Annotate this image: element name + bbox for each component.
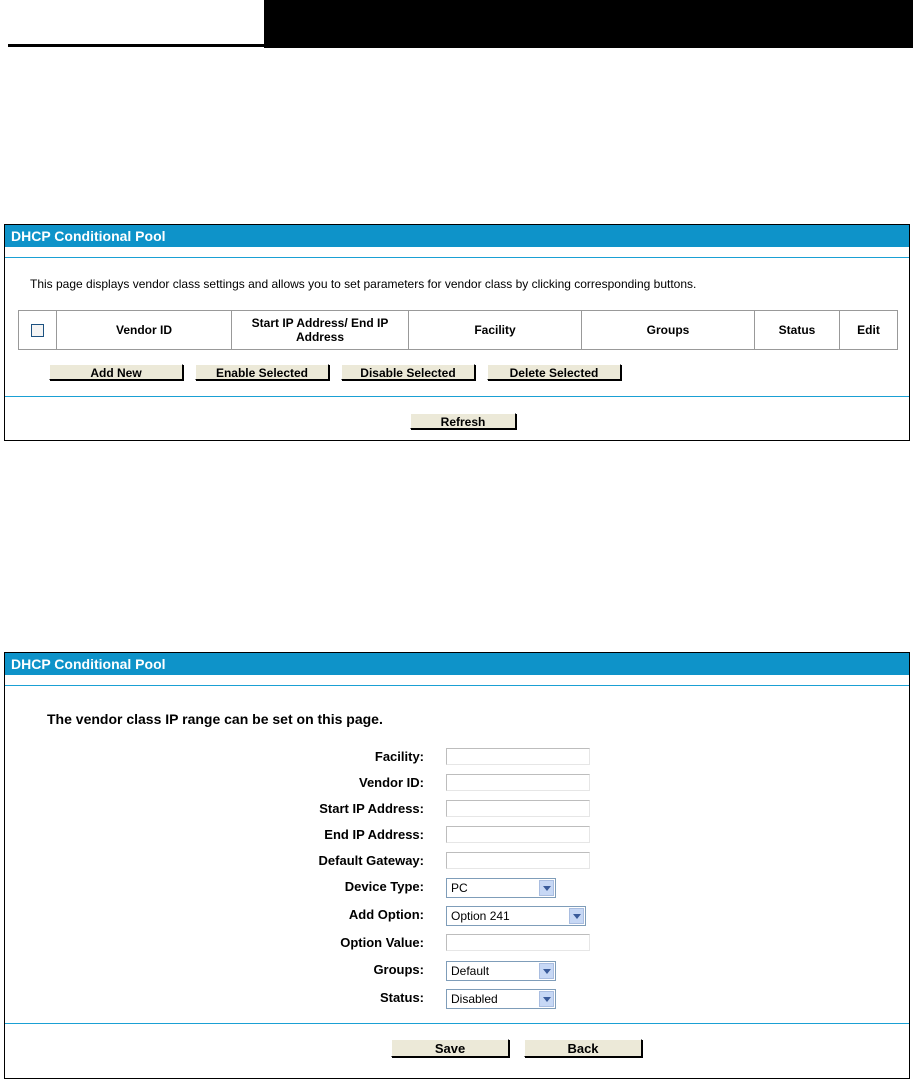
enable-selected-button[interactable]: Enable Selected (195, 364, 329, 380)
column-groups: Groups (582, 311, 755, 350)
table-header-row (19, 311, 898, 350)
back-button[interactable]: Back (524, 1039, 642, 1057)
column-status: Status (755, 311, 840, 350)
refresh-button[interactable]: Refresh (410, 413, 516, 429)
default-gateway-input[interactable] (446, 852, 590, 869)
column-edit: Edit (840, 311, 898, 350)
select-all-checkbox[interactable] (31, 324, 44, 337)
select-all-cell (19, 311, 57, 350)
add-new-button[interactable]: Add New (49, 364, 183, 380)
column-vendor-id: Vendor ID (57, 311, 232, 350)
divider (5, 1023, 909, 1024)
start-ip-label: Start IP Address: (319, 801, 424, 816)
groups-label: Groups: (373, 962, 424, 977)
header-underline (8, 44, 264, 47)
chevron-down-icon[interactable] (539, 963, 554, 979)
chevron-down-icon[interactable] (539, 880, 554, 896)
column-start-end-ip: Start IP Address/ End IP Address (232, 311, 409, 350)
panel-title: DHCP Conditional Pool (5, 225, 909, 247)
vendor-id-input[interactable] (446, 774, 590, 791)
add-option-value: Option 241 (451, 909, 510, 923)
groups-select[interactable] (446, 961, 556, 981)
facility-input[interactable] (446, 748, 590, 765)
column-facility: Facility (409, 311, 582, 350)
default-gateway-label: Default Gateway: (318, 853, 424, 868)
conditional-pool-form-panel (4, 652, 910, 1079)
device-type-value: PC (451, 881, 468, 895)
chevron-down-icon[interactable] (569, 908, 584, 924)
divider (5, 396, 909, 397)
device-type-select[interactable] (446, 878, 556, 898)
groups-value: Default (451, 964, 490, 978)
panel-title: DHCP Conditional Pool (5, 653, 909, 675)
option-value-label: Option Value: (340, 935, 424, 950)
delete-selected-button[interactable]: Delete Selected (487, 364, 621, 380)
status-label: Status: (379, 990, 424, 1005)
page-description: This page displays vendor class settings and allows you to set parameters for vendor class by clicking corresponding buttons. (30, 277, 697, 291)
end-ip-input[interactable] (446, 826, 590, 843)
option-value-input[interactable] (446, 934, 590, 951)
form-intro: The vendor class IP range can be set on this page. (47, 711, 383, 727)
header-bar (264, 0, 913, 48)
status-value: Disabled (451, 992, 498, 1006)
status-select[interactable] (446, 989, 556, 1009)
conditional-pool-list-panel (4, 224, 910, 441)
facility-label: Facility: (374, 749, 424, 764)
device-type-label: Device Type: (344, 879, 424, 894)
vendor-class-table (18, 310, 898, 350)
save-button[interactable]: Save (391, 1039, 509, 1057)
chevron-down-icon[interactable] (539, 991, 554, 1007)
end-ip-label: End IP Address: (324, 827, 424, 842)
add-option-select[interactable] (446, 906, 586, 926)
vendor-id-label: Vendor ID: (358, 775, 424, 790)
disable-selected-button[interactable]: Disable Selected (341, 364, 475, 380)
start-ip-input[interactable] (446, 800, 590, 817)
add-option-label: Add Option: (348, 907, 424, 922)
